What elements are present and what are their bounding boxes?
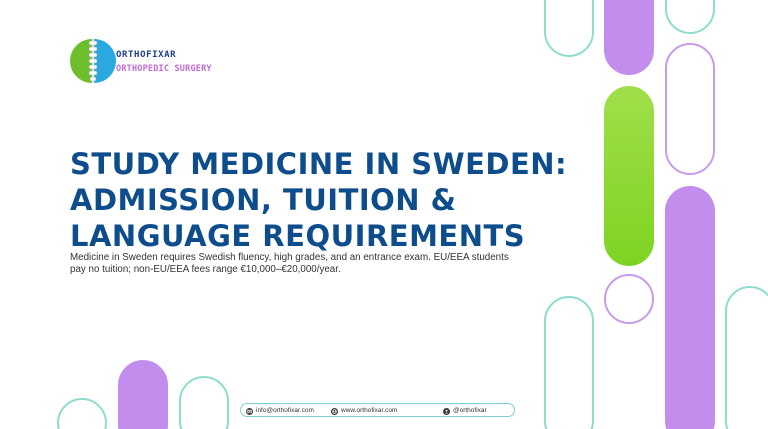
description-line-2: pay no tuition; non-EU/EEA fees range €10,000–€20,000/year. <box>70 264 341 275</box>
contact-bar <box>240 403 515 417</box>
decor-capsule-outline <box>665 0 715 34</box>
contact-social[interactable] <box>443 406 487 416</box>
page-title-line-1: STUDY MEDICINE IN SWEDEN: <box>70 147 568 181</box>
decor-capsule-green <box>604 86 654 266</box>
decor-capsule-outline <box>57 398 107 429</box>
contact-email[interactable] <box>246 406 314 416</box>
user-icon <box>443 408 450 415</box>
brand-logo[interactable] <box>70 35 230 87</box>
brand-tagline: ORTHOPEDIC SURGERY <box>116 64 212 74</box>
description-line-1: Medicine in Sweden requires Swedish fluency, high grades, and an entrance exam. EU/EEA students <box>70 252 509 263</box>
decor-capsule-purple <box>665 186 715 429</box>
page-title <box>70 146 590 254</box>
decor-capsule-outline <box>179 376 229 429</box>
contact-email-text: info@orthofixar.com <box>256 407 314 414</box>
decor-capsule-outline <box>544 0 594 57</box>
decor-capsule-outline <box>544 296 594 429</box>
decor-capsule-purple <box>604 0 654 75</box>
contact-website-text: www.orthofixar.com <box>341 407 398 414</box>
spine-logo-icon <box>70 35 124 87</box>
page-title-line-3: LANGUAGE REQUIREMENTS <box>70 219 526 253</box>
decor-capsule-outline <box>725 286 768 429</box>
page-title-line-2: ADMISSION, TUITION & <box>70 183 457 217</box>
email-icon <box>246 408 253 415</box>
contact-website[interactable] <box>331 406 397 416</box>
globe-icon <box>331 408 338 415</box>
decor-capsule-purple <box>118 360 168 429</box>
brand-name: ORTHOFIXAR <box>116 50 177 60</box>
page-description <box>70 252 540 276</box>
decor-circle-outline <box>604 274 654 324</box>
contact-social-text: @orthofixar <box>453 407 487 414</box>
decor-capsule-outline-purple <box>665 43 715 175</box>
